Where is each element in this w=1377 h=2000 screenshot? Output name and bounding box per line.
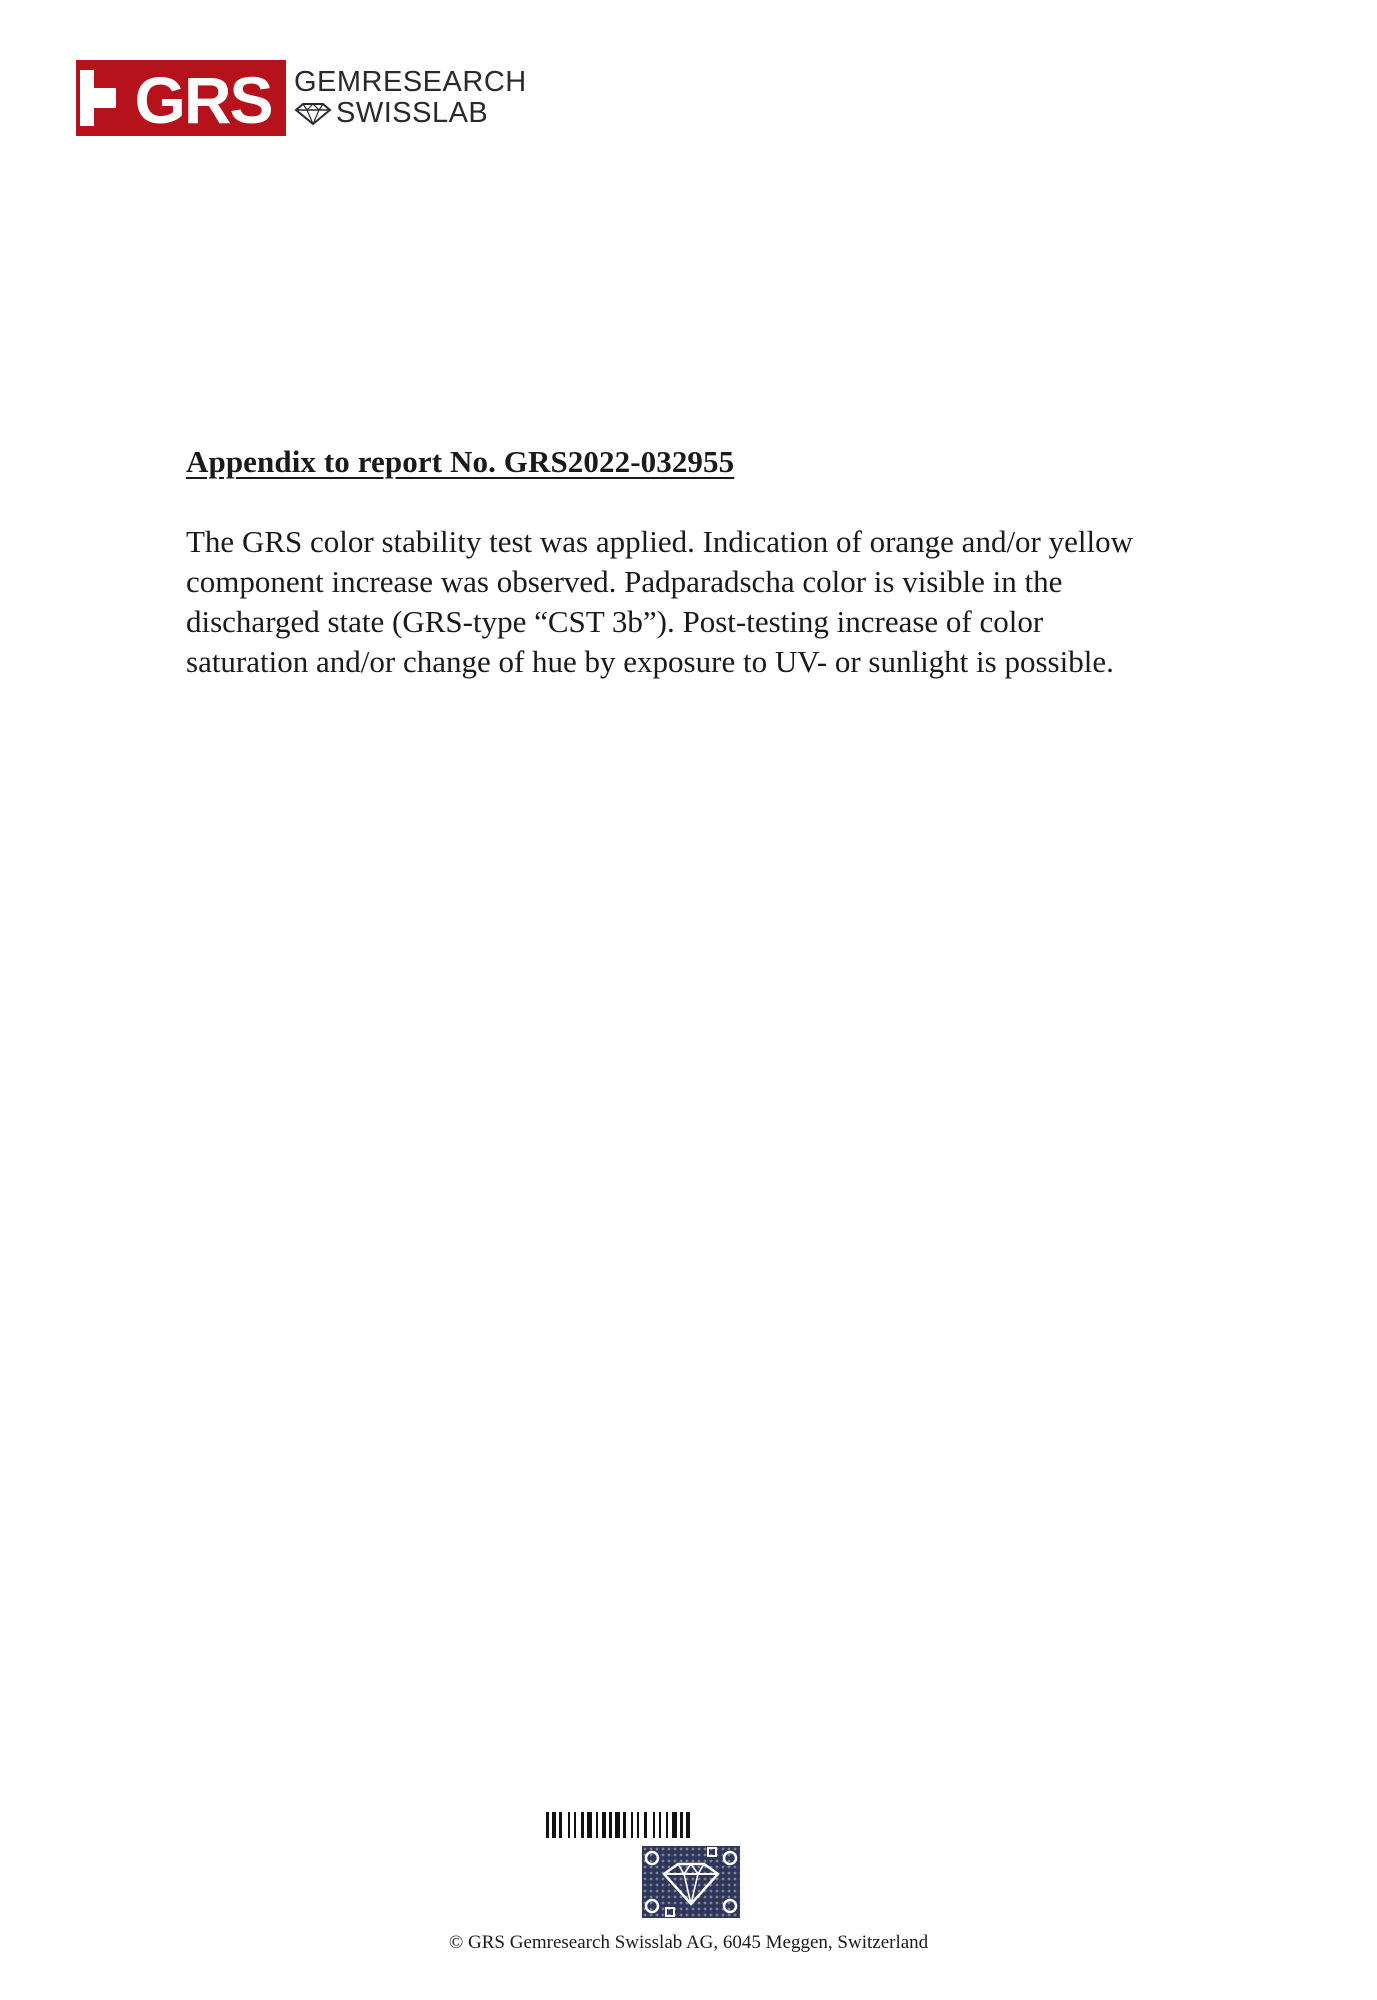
logo-wordmark	[294, 67, 527, 129]
paragraph-line: component increase was observed. Padparadscha color is visible in the	[186, 564, 1063, 599]
barcode-bar	[666, 1812, 668, 1838]
barcode-bar	[552, 1812, 556, 1838]
company-logo	[76, 60, 527, 136]
barcode-bar	[587, 1812, 592, 1838]
logo-line-1: GEMRESEARCH	[294, 66, 527, 98]
barcode-bar	[680, 1812, 683, 1838]
logo-brand-text: GRS	[134, 63, 272, 136]
barcode-bar	[686, 1812, 690, 1838]
barcode-bar	[637, 1812, 639, 1838]
barcode-bar	[602, 1812, 606, 1838]
paragraph-line: saturation and/or change of hue by exposure to UV- or sunlight is possible.	[186, 644, 1114, 679]
barcode-bar	[659, 1812, 661, 1838]
report-heading: Appendix to report No. GRS2022-032955	[186, 444, 735, 479]
security-hologram-icon	[642, 1846, 740, 1918]
barcode-bar	[574, 1812, 576, 1838]
copyright-footer: © GRS Gemresearch Swisslab AG, 6045 Meggen, Switzerland	[448, 1932, 929, 1953]
barcode-bar	[581, 1812, 584, 1838]
barcode-bar	[546, 1812, 549, 1838]
barcode-bar	[631, 1812, 633, 1838]
barcode-icon	[546, 1812, 840, 1838]
paragraph-line: The GRS color stability test was applied. Indication of orange and/or yellow	[186, 524, 1133, 559]
diamond-icon	[294, 102, 332, 126]
barcode-bar	[568, 1812, 570, 1838]
barcode-bar	[644, 1812, 647, 1838]
test-description	[186, 522, 1286, 682]
barcode-bar	[623, 1812, 626, 1838]
grs-logo-badge	[76, 60, 286, 136]
barcode-bar	[559, 1812, 562, 1838]
logo-line-2-text: SWISSLAB	[336, 97, 489, 129]
logo-line-2	[294, 98, 527, 129]
barcode-bar	[672, 1812, 677, 1838]
barcode-bar	[609, 1812, 612, 1838]
paragraph-line: discharged state (GRS-type “CST 3b”). Post-testing increase of color	[186, 604, 1044, 639]
barcode-bar	[653, 1812, 655, 1838]
barcode-bar	[615, 1812, 620, 1838]
barcode-bar	[596, 1812, 598, 1838]
